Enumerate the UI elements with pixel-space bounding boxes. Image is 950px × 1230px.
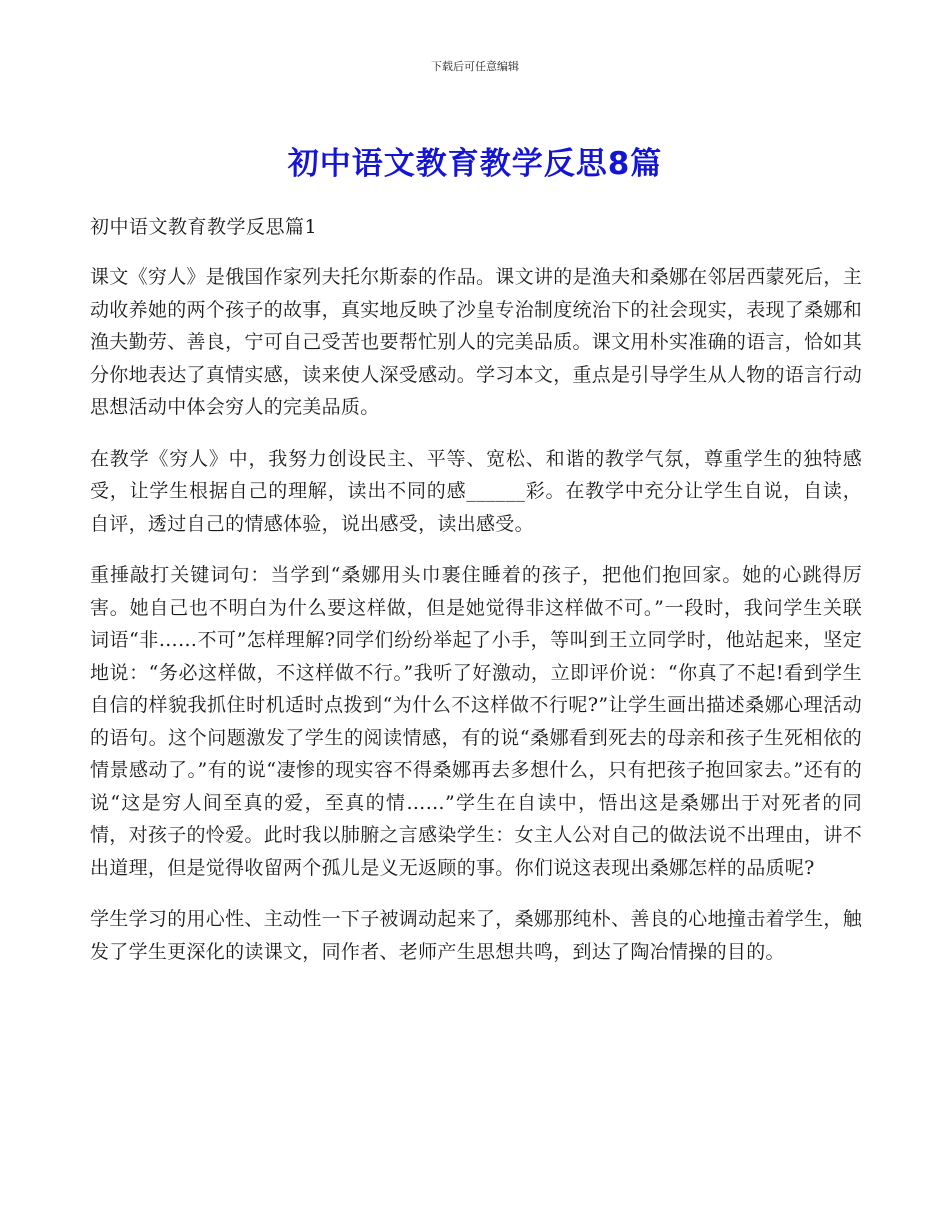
document-body: [90, 212, 862, 987]
document-title: 初中语文教育教学反思8篇: [287, 146, 663, 182]
header-note: 下载后可任意编辑: [431, 60, 519, 73]
paragraph-teaching-approach: 在教学《穷人》中，我努力创设民主、平等、宽松、和谐的教学气氛，尊重学生的独特感受，让学生根据自己的理解，读出不同的感______彩。在教学中充分让学生自说，自读，自评，透过自己的情感体验，说出感受，读出感受。: [90, 447, 862, 535]
section-heading: 初中语文教育教学反思篇1: [90, 216, 318, 238]
paragraph-intro: 课文《穷人》是俄国作家列夫托尔斯泰的作品。课文讲的是渔夫和桑娜在邻居西蒙死后，主动收养她的两个孩子的故事，真实地反映了沙皇专治制度统治下的社会现实，表现了桑娜和渔夫勤劳、善良，宁可自己受苦也要帮忙别人的完美品质。课文用朴实准确的语言，恰如其分你地表达了真情实感，读来使人深受感动。学习本文，重点是引导学生从人物的语言行动思想活动中体会穷人的完美品质。: [90, 266, 863, 418]
paragraph-conclusion: 学生学习的用心性、主动性一下子被调动起来了，桑娜那纯朴、善良的心地撞击着学生，触发了学生更深化的读课文，同作者、老师产生思想共鸣，到达了陶冶情操的目的。: [90, 908, 863, 963]
paragraph-key-sentences: 重捶敲打关键词句：当学到“桑娜用头巾裹住睡着的孩子，把他们抱回家。她的心跳得厉害。她自己也不明白为什么要这样做，但是她觉得非这样做不可。”一段时，我问学生关联词语“非……不可”怎样理解?同学们纷纷举起了小手，等叫到王立同学时，他站起来，坚定地说：“务必这样做，不这样做不行。”我听了好激动，立即评价说：“你真了不起!看到学生自信的样貌我抓住时机适时点拨到“为什么不这样做不行呢?”让学生画出描述桑娜心理活动的语句。这个问题激发了学生的阅读情感，有的说“桑娜看到死去的母亲和孩子生死相依的情景感动了。”有的说“凄惨的现实容不得桑娜再去多想什么，只有把孩子抱回家去。”还有的说“这是穷人间至真的爱，至真的情……”学生在自读中，悟出这是桑娜出于对死者的同情，对孩子的怜爱。此时我以肺腑之言感染学生：女主人公对自己的做法说不出理由，讲不出道理，但是觉得收留两个孤儿是义无返顾的事。你们说这表现出桑娜怎样的品质呢?: [90, 564, 863, 879]
